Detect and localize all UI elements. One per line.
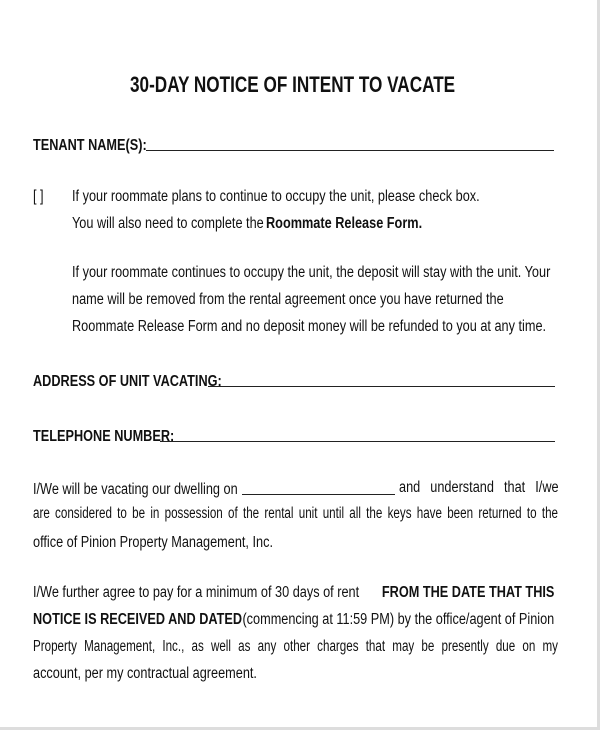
tenant-name-field[interactable] (146, 150, 554, 151)
roommate-checkbox[interactable]: [ ] (33, 188, 44, 205)
deposit-text-3: Roommate Release Form and no deposit money will be refunded to you at any time. (72, 318, 547, 335)
agree-text-2a: NOTICE IS RECEIVED AND DATED (33, 611, 243, 628)
agree-text-2b: (commencing at 11:59 PM) by the office/agent of Pinion (242, 611, 554, 628)
deposit-text-2: name will be removed from the rental agreement once you have returned the (72, 291, 504, 308)
telephone-label: TELEPHONE NUMBER: (33, 428, 175, 445)
agree-text-4: account, per my contractual agreement. (33, 665, 257, 682)
vacating-text-post: and understand that I/we (399, 479, 559, 496)
agree-text-1a: I/We further agree to pay for a minimum of 30 days of rent (33, 584, 360, 601)
vacating-date-field[interactable] (242, 494, 395, 495)
page-title: 30-DAY NOTICE OF INTENT TO VACATE (130, 72, 456, 97)
roommate-release-form-ref: Roommate Release Form. (266, 215, 423, 232)
telephone-field[interactable] (160, 441, 555, 442)
address-label: ADDRESS OF UNIT VACATING: (33, 373, 222, 390)
vacating-text-3: office of Pinion Property Management, Inc. (33, 534, 273, 551)
deposit-text-1: If your roommate continues to occupy the unit, the deposit will stay with the unit. Your (72, 264, 551, 281)
agree-text-3: Property Management, Inc., as well as any other charges that may be presently due on my (33, 638, 558, 655)
agree-text-1b: FROM THE DATE THAT THIS (381, 584, 554, 601)
roommate-text-1: If your roommate plans to continue to occupy the unit, please check box. (72, 188, 480, 205)
vacating-text-pre: I/We will be vacating our dwelling on (33, 481, 238, 498)
tenant-name-label: TENANT NAME(S): (33, 137, 147, 154)
address-field[interactable] (208, 386, 555, 387)
roommate-text-2a: You will also need to complete the (72, 215, 264, 232)
vacating-text-2: are considered to be in possession of the rental unit until all the keys have been returned to the (33, 505, 558, 522)
